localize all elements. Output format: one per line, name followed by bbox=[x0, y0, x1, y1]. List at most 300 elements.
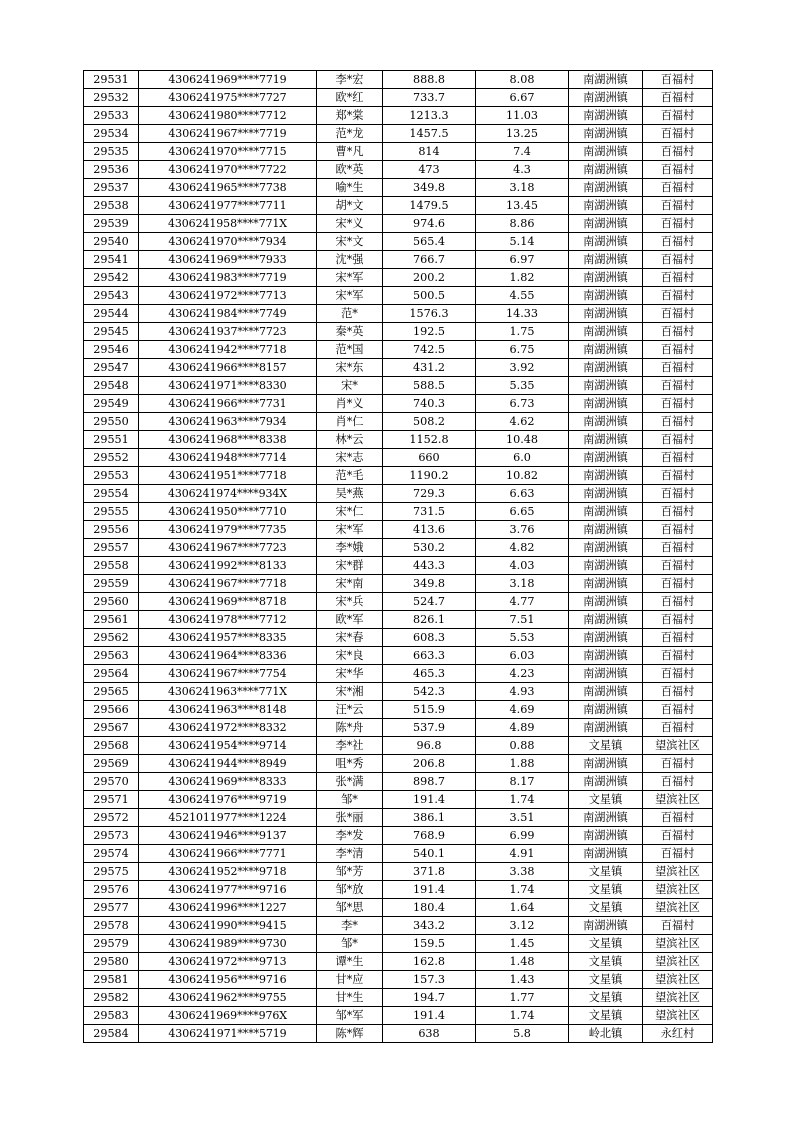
amount-cell: 733.7 bbox=[383, 89, 476, 107]
name-cell: 宋*军 bbox=[317, 287, 383, 305]
town-cell: 南湖洲镇 bbox=[569, 413, 643, 431]
area-cell: 4.91 bbox=[476, 845, 569, 863]
town-cell: 文星镇 bbox=[569, 881, 643, 899]
id-number-cell: 4306241950****7710 bbox=[139, 503, 317, 521]
id-number-cell: 4306241969****8718 bbox=[139, 593, 317, 611]
town-cell: 南湖洲镇 bbox=[569, 809, 643, 827]
village-cell: 望滨社区 bbox=[643, 953, 713, 971]
village-cell: 百福村 bbox=[643, 251, 713, 269]
name-cell: 宋*军 bbox=[317, 269, 383, 287]
table-row bbox=[84, 215, 713, 233]
id-number-cell: 4306241967****7718 bbox=[139, 575, 317, 593]
town-cell: 南湖洲镇 bbox=[569, 557, 643, 575]
row-number-cell: 29574 bbox=[84, 845, 139, 863]
name-cell: 欧*军 bbox=[317, 611, 383, 629]
town-cell: 南湖洲镇 bbox=[569, 485, 643, 503]
table-row bbox=[84, 395, 713, 413]
village-cell: 百福村 bbox=[643, 845, 713, 863]
area-cell: 13.25 bbox=[476, 125, 569, 143]
amount-cell: 413.6 bbox=[383, 521, 476, 539]
row-number-cell: 29561 bbox=[84, 611, 139, 629]
name-cell: 李* bbox=[317, 917, 383, 935]
area-cell: 3.76 bbox=[476, 521, 569, 539]
id-number-cell: 4306241969****976X bbox=[139, 1007, 317, 1025]
name-cell: 欧*英 bbox=[317, 161, 383, 179]
town-cell: 南湖洲镇 bbox=[569, 287, 643, 305]
area-cell: 14.33 bbox=[476, 305, 569, 323]
village-cell: 百福村 bbox=[643, 611, 713, 629]
area-cell: 11.03 bbox=[476, 107, 569, 125]
table-row bbox=[84, 233, 713, 251]
table-row bbox=[84, 809, 713, 827]
town-cell: 文星镇 bbox=[569, 953, 643, 971]
town-cell: 南湖洲镇 bbox=[569, 431, 643, 449]
name-cell: 宋* bbox=[317, 377, 383, 395]
name-cell: 欧*红 bbox=[317, 89, 383, 107]
row-number-cell: 29579 bbox=[84, 935, 139, 953]
area-cell: 1.82 bbox=[476, 269, 569, 287]
amount-cell: 740.3 bbox=[383, 395, 476, 413]
id-number-cell: 4306241966****7771 bbox=[139, 845, 317, 863]
table-row bbox=[84, 701, 713, 719]
amount-cell: 371.8 bbox=[383, 863, 476, 881]
town-cell: 南湖洲镇 bbox=[569, 521, 643, 539]
table-row bbox=[84, 755, 713, 773]
town-cell: 南湖洲镇 bbox=[569, 647, 643, 665]
area-cell: 4.55 bbox=[476, 287, 569, 305]
area-cell: 4.82 bbox=[476, 539, 569, 557]
amount-cell: 898.7 bbox=[383, 773, 476, 791]
id-number-cell: 4306241967****7723 bbox=[139, 539, 317, 557]
id-number-cell: 4306241996****1227 bbox=[139, 899, 317, 917]
table-row bbox=[84, 305, 713, 323]
amount-cell: 1479.5 bbox=[383, 197, 476, 215]
village-cell: 望滨社区 bbox=[643, 989, 713, 1007]
village-cell: 百福村 bbox=[643, 521, 713, 539]
id-number-cell: 4306241975****7727 bbox=[139, 89, 317, 107]
town-cell: 南湖洲镇 bbox=[569, 179, 643, 197]
name-cell: 肖*义 bbox=[317, 395, 383, 413]
village-cell: 百福村 bbox=[643, 647, 713, 665]
village-cell: 百福村 bbox=[643, 449, 713, 467]
town-cell: 南湖洲镇 bbox=[569, 305, 643, 323]
name-cell: 宋*东 bbox=[317, 359, 383, 377]
row-number-cell: 29533 bbox=[84, 107, 139, 125]
id-number-cell: 4306241971****8330 bbox=[139, 377, 317, 395]
table-row bbox=[84, 593, 713, 611]
area-cell: 1.43 bbox=[476, 971, 569, 989]
table-row bbox=[84, 539, 713, 557]
area-cell: 1.88 bbox=[476, 755, 569, 773]
area-cell: 3.18 bbox=[476, 575, 569, 593]
name-cell: 宋*良 bbox=[317, 647, 383, 665]
amount-cell: 731.5 bbox=[383, 503, 476, 521]
town-cell: 南湖洲镇 bbox=[569, 323, 643, 341]
amount-cell: 542.3 bbox=[383, 683, 476, 701]
area-cell: 6.65 bbox=[476, 503, 569, 521]
amount-cell: 638 bbox=[383, 1025, 476, 1043]
table-row bbox=[84, 1025, 713, 1043]
town-cell: 南湖洲镇 bbox=[569, 107, 643, 125]
town-cell: 南湖洲镇 bbox=[569, 449, 643, 467]
town-cell: 南湖洲镇 bbox=[569, 845, 643, 863]
village-cell: 百福村 bbox=[643, 809, 713, 827]
table-row bbox=[84, 449, 713, 467]
town-cell: 南湖洲镇 bbox=[569, 197, 643, 215]
table-row bbox=[84, 557, 713, 575]
row-number-cell: 29558 bbox=[84, 557, 139, 575]
table-row bbox=[84, 143, 713, 161]
id-number-cell: 4306241983****7719 bbox=[139, 269, 317, 287]
town-cell: 南湖洲镇 bbox=[569, 593, 643, 611]
name-cell: 李*宏 bbox=[317, 71, 383, 89]
table-row bbox=[84, 89, 713, 107]
row-number-cell: 29554 bbox=[84, 485, 139, 503]
village-cell: 望滨社区 bbox=[643, 899, 713, 917]
name-cell: 咀*秀 bbox=[317, 755, 383, 773]
name-cell: 宋*义 bbox=[317, 215, 383, 233]
name-cell: 宋*仁 bbox=[317, 503, 383, 521]
town-cell: 南湖洲镇 bbox=[569, 341, 643, 359]
row-number-cell: 29578 bbox=[84, 917, 139, 935]
town-cell: 南湖洲镇 bbox=[569, 233, 643, 251]
row-number-cell: 29569 bbox=[84, 755, 139, 773]
id-number-cell: 4306241978****7712 bbox=[139, 611, 317, 629]
row-number-cell: 29562 bbox=[84, 629, 139, 647]
area-cell: 6.99 bbox=[476, 827, 569, 845]
table-row bbox=[84, 863, 713, 881]
area-cell: 6.63 bbox=[476, 485, 569, 503]
id-number-cell: 4306241969****7719 bbox=[139, 71, 317, 89]
name-cell: 张*丽 bbox=[317, 809, 383, 827]
amount-cell: 96.8 bbox=[383, 737, 476, 755]
table-row bbox=[84, 827, 713, 845]
area-cell: 10.48 bbox=[476, 431, 569, 449]
name-cell: 甘*应 bbox=[317, 971, 383, 989]
name-cell: 宋*湘 bbox=[317, 683, 383, 701]
amount-cell: 191.4 bbox=[383, 881, 476, 899]
village-cell: 百福村 bbox=[643, 773, 713, 791]
name-cell: 宋*春 bbox=[317, 629, 383, 647]
town-cell: 文星镇 bbox=[569, 935, 643, 953]
amount-cell: 974.6 bbox=[383, 215, 476, 233]
amount-cell: 349.8 bbox=[383, 575, 476, 593]
village-cell: 百福村 bbox=[643, 575, 713, 593]
amount-cell: 565.4 bbox=[383, 233, 476, 251]
amount-cell: 766.7 bbox=[383, 251, 476, 269]
name-cell: 邹*芳 bbox=[317, 863, 383, 881]
amount-cell: 159.5 bbox=[383, 935, 476, 953]
name-cell: 李*娥 bbox=[317, 539, 383, 557]
name-cell: 喻*生 bbox=[317, 179, 383, 197]
id-number-cell: 4306241966****7731 bbox=[139, 395, 317, 413]
area-cell: 8.17 bbox=[476, 773, 569, 791]
table-row bbox=[84, 179, 713, 197]
row-number-cell: 29535 bbox=[84, 143, 139, 161]
table-row bbox=[84, 935, 713, 953]
row-number-cell: 29531 bbox=[84, 71, 139, 89]
amount-cell: 608.3 bbox=[383, 629, 476, 647]
table-row bbox=[84, 431, 713, 449]
area-cell: 10.82 bbox=[476, 467, 569, 485]
village-cell: 百福村 bbox=[643, 593, 713, 611]
table-row bbox=[84, 845, 713, 863]
id-number-cell: 4306241971****5719 bbox=[139, 1025, 317, 1043]
name-cell: 宋*文 bbox=[317, 233, 383, 251]
name-cell: 宋*军 bbox=[317, 521, 383, 539]
amount-cell: 1190.2 bbox=[383, 467, 476, 485]
amount-cell: 826.1 bbox=[383, 611, 476, 629]
village-cell: 百福村 bbox=[643, 125, 713, 143]
village-cell: 百福村 bbox=[643, 215, 713, 233]
name-cell: 肖*仁 bbox=[317, 413, 383, 431]
table-row bbox=[84, 413, 713, 431]
row-number-cell: 29540 bbox=[84, 233, 139, 251]
row-number-cell: 29566 bbox=[84, 701, 139, 719]
table-row bbox=[84, 1007, 713, 1025]
row-number-cell: 29532 bbox=[84, 89, 139, 107]
row-number-cell: 29563 bbox=[84, 647, 139, 665]
table-row bbox=[84, 737, 713, 755]
village-cell: 百福村 bbox=[643, 755, 713, 773]
id-number-cell: 4306241952****9718 bbox=[139, 863, 317, 881]
amount-cell: 663.3 bbox=[383, 647, 476, 665]
town-cell: 文星镇 bbox=[569, 1007, 643, 1025]
village-cell: 百福村 bbox=[643, 395, 713, 413]
table-body bbox=[84, 71, 713, 1043]
id-number-cell: 4306241968****8338 bbox=[139, 431, 317, 449]
id-number-cell: 4306241958****771X bbox=[139, 215, 317, 233]
amount-cell: 162.8 bbox=[383, 953, 476, 971]
amount-cell: 888.8 bbox=[383, 71, 476, 89]
area-cell: 1.74 bbox=[476, 791, 569, 809]
amount-cell: 508.2 bbox=[383, 413, 476, 431]
id-number-cell: 4306241977****7711 bbox=[139, 197, 317, 215]
row-number-cell: 29550 bbox=[84, 413, 139, 431]
table-row bbox=[84, 161, 713, 179]
row-number-cell: 29572 bbox=[84, 809, 139, 827]
row-number-cell: 29567 bbox=[84, 719, 139, 737]
id-number-cell: 4306241966****8157 bbox=[139, 359, 317, 377]
data-table bbox=[83, 70, 713, 1043]
village-cell: 百福村 bbox=[643, 179, 713, 197]
table-row bbox=[84, 647, 713, 665]
amount-cell: 343.2 bbox=[383, 917, 476, 935]
row-number-cell: 29559 bbox=[84, 575, 139, 593]
row-number-cell: 29546 bbox=[84, 341, 139, 359]
name-cell: 范*龙 bbox=[317, 125, 383, 143]
name-cell: 张*满 bbox=[317, 773, 383, 791]
name-cell: 李*清 bbox=[317, 845, 383, 863]
area-cell: 6.73 bbox=[476, 395, 569, 413]
town-cell: 南湖洲镇 bbox=[569, 125, 643, 143]
row-number-cell: 29571 bbox=[84, 791, 139, 809]
area-cell: 4.77 bbox=[476, 593, 569, 611]
table-row bbox=[84, 521, 713, 539]
id-number-cell: 4306241965****7738 bbox=[139, 179, 317, 197]
id-number-cell: 4306241972****7713 bbox=[139, 287, 317, 305]
village-cell: 永红村 bbox=[643, 1025, 713, 1043]
village-cell: 望滨社区 bbox=[643, 1007, 713, 1025]
table-row bbox=[84, 125, 713, 143]
village-cell: 百福村 bbox=[643, 683, 713, 701]
area-cell: 1.74 bbox=[476, 1007, 569, 1025]
area-cell: 1.77 bbox=[476, 989, 569, 1007]
table-row bbox=[84, 287, 713, 305]
table-row bbox=[84, 575, 713, 593]
town-cell: 南湖洲镇 bbox=[569, 755, 643, 773]
town-cell: 南湖洲镇 bbox=[569, 377, 643, 395]
village-cell: 百福村 bbox=[643, 107, 713, 125]
table-row bbox=[84, 359, 713, 377]
village-cell: 百福村 bbox=[643, 413, 713, 431]
table-row bbox=[84, 953, 713, 971]
amount-cell: 1213.3 bbox=[383, 107, 476, 125]
table-row bbox=[84, 917, 713, 935]
area-cell: 1.48 bbox=[476, 953, 569, 971]
table-row bbox=[84, 683, 713, 701]
name-cell: 胡*文 bbox=[317, 197, 383, 215]
id-number-cell: 4306241948****7714 bbox=[139, 449, 317, 467]
amount-cell: 1576.3 bbox=[383, 305, 476, 323]
id-number-cell: 4306241969****7933 bbox=[139, 251, 317, 269]
town-cell: 南湖洲镇 bbox=[569, 629, 643, 647]
row-number-cell: 29577 bbox=[84, 899, 139, 917]
table-row bbox=[84, 629, 713, 647]
id-number-cell: 4306241970****7934 bbox=[139, 233, 317, 251]
id-number-cell: 4306241980****7712 bbox=[139, 107, 317, 125]
row-number-cell: 29557 bbox=[84, 539, 139, 557]
row-number-cell: 29539 bbox=[84, 215, 139, 233]
amount-cell: 515.9 bbox=[383, 701, 476, 719]
row-number-cell: 29584 bbox=[84, 1025, 139, 1043]
row-number-cell: 29581 bbox=[84, 971, 139, 989]
area-cell: 4.3 bbox=[476, 161, 569, 179]
name-cell: 宋*志 bbox=[317, 449, 383, 467]
area-cell: 3.38 bbox=[476, 863, 569, 881]
area-cell: 5.53 bbox=[476, 629, 569, 647]
table-row bbox=[84, 251, 713, 269]
amount-cell: 191.4 bbox=[383, 1007, 476, 1025]
name-cell: 宋*兵 bbox=[317, 593, 383, 611]
town-cell: 南湖洲镇 bbox=[569, 827, 643, 845]
id-number-cell: 4306241979****7735 bbox=[139, 521, 317, 539]
name-cell: 范*国 bbox=[317, 341, 383, 359]
row-number-cell: 29547 bbox=[84, 359, 139, 377]
row-number-cell: 29541 bbox=[84, 251, 139, 269]
table-row bbox=[84, 881, 713, 899]
row-number-cell: 29551 bbox=[84, 431, 139, 449]
table-row bbox=[84, 665, 713, 683]
amount-cell: 729.3 bbox=[383, 485, 476, 503]
area-cell: 0.88 bbox=[476, 737, 569, 755]
village-cell: 百福村 bbox=[643, 305, 713, 323]
row-number-cell: 29568 bbox=[84, 737, 139, 755]
town-cell: 文星镇 bbox=[569, 971, 643, 989]
area-cell: 8.08 bbox=[476, 71, 569, 89]
town-cell: 文星镇 bbox=[569, 863, 643, 881]
village-cell: 百福村 bbox=[643, 89, 713, 107]
amount-cell: 524.7 bbox=[383, 593, 476, 611]
village-cell: 望滨社区 bbox=[643, 791, 713, 809]
amount-cell: 180.4 bbox=[383, 899, 476, 917]
id-number-cell: 4306241967****7719 bbox=[139, 125, 317, 143]
amount-cell: 660 bbox=[383, 449, 476, 467]
area-cell: 4.23 bbox=[476, 665, 569, 683]
name-cell: 宋*群 bbox=[317, 557, 383, 575]
name-cell: 林*云 bbox=[317, 431, 383, 449]
area-cell: 1.45 bbox=[476, 935, 569, 953]
table-row bbox=[84, 341, 713, 359]
row-number-cell: 29537 bbox=[84, 179, 139, 197]
row-number-cell: 29538 bbox=[84, 197, 139, 215]
village-cell: 望滨社区 bbox=[643, 737, 713, 755]
row-number-cell: 29560 bbox=[84, 593, 139, 611]
name-cell: 秦*英 bbox=[317, 323, 383, 341]
village-cell: 百福村 bbox=[643, 287, 713, 305]
name-cell: 李*发 bbox=[317, 827, 383, 845]
town-cell: 南湖洲镇 bbox=[569, 575, 643, 593]
name-cell: 汪*云 bbox=[317, 701, 383, 719]
amount-cell: 500.5 bbox=[383, 287, 476, 305]
village-cell: 百福村 bbox=[643, 197, 713, 215]
table-row bbox=[84, 791, 713, 809]
id-number-cell: 4306241957****8335 bbox=[139, 629, 317, 647]
amount-cell: 588.5 bbox=[383, 377, 476, 395]
town-cell: 南湖洲镇 bbox=[569, 251, 643, 269]
name-cell: 范*毛 bbox=[317, 467, 383, 485]
name-cell: 李*社 bbox=[317, 737, 383, 755]
village-cell: 望滨社区 bbox=[643, 881, 713, 899]
area-cell: 7.51 bbox=[476, 611, 569, 629]
town-cell: 南湖洲镇 bbox=[569, 611, 643, 629]
amount-cell: 768.9 bbox=[383, 827, 476, 845]
id-number-cell: 4306241974****934X bbox=[139, 485, 317, 503]
id-number-cell: 4306241963****7934 bbox=[139, 413, 317, 431]
town-cell: 南湖洲镇 bbox=[569, 917, 643, 935]
amount-cell: 157.3 bbox=[383, 971, 476, 989]
village-cell: 百福村 bbox=[643, 377, 713, 395]
amount-cell: 200.2 bbox=[383, 269, 476, 287]
area-cell: 5.8 bbox=[476, 1025, 569, 1043]
town-cell: 南湖洲镇 bbox=[569, 701, 643, 719]
area-cell: 1.74 bbox=[476, 881, 569, 899]
row-number-cell: 29582 bbox=[84, 989, 139, 1007]
row-number-cell: 29575 bbox=[84, 863, 139, 881]
table-row bbox=[84, 971, 713, 989]
village-cell: 百福村 bbox=[643, 359, 713, 377]
town-cell: 南湖洲镇 bbox=[569, 665, 643, 683]
id-number-cell: 4306241984****7749 bbox=[139, 305, 317, 323]
town-cell: 南湖洲镇 bbox=[569, 71, 643, 89]
id-number-cell: 4521011977****1224 bbox=[139, 809, 317, 827]
area-cell: 1.64 bbox=[476, 899, 569, 917]
row-number-cell: 29570 bbox=[84, 773, 139, 791]
town-cell: 南湖洲镇 bbox=[569, 269, 643, 287]
name-cell: 谭*生 bbox=[317, 953, 383, 971]
table-row bbox=[84, 773, 713, 791]
table-row bbox=[84, 719, 713, 737]
table-row bbox=[84, 989, 713, 1007]
village-cell: 百福村 bbox=[643, 719, 713, 737]
row-number-cell: 29545 bbox=[84, 323, 139, 341]
id-number-cell: 4306241972****9713 bbox=[139, 953, 317, 971]
village-cell: 百福村 bbox=[643, 161, 713, 179]
town-cell: 南湖洲镇 bbox=[569, 719, 643, 737]
table-row bbox=[84, 323, 713, 341]
area-cell: 3.18 bbox=[476, 179, 569, 197]
name-cell: 宋*南 bbox=[317, 575, 383, 593]
